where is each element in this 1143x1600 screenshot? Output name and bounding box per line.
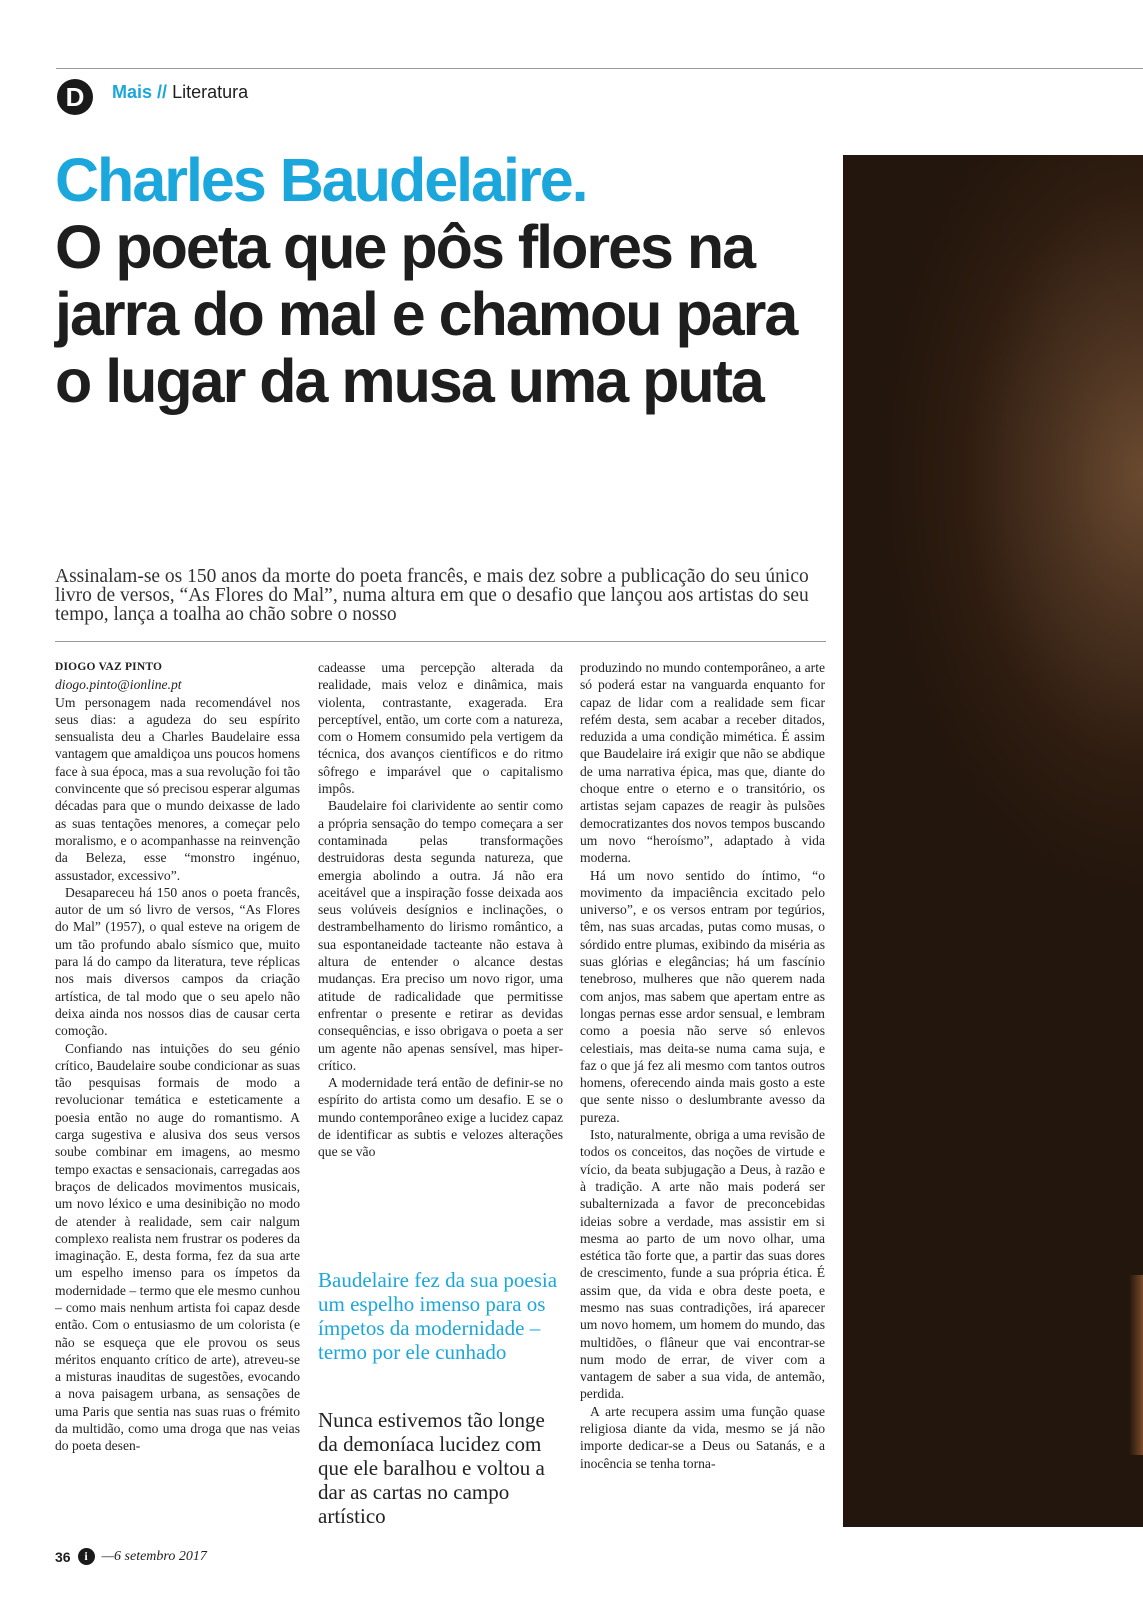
- body-paragraph: produzindo no mundo contemporâneo, a arte só poderá estar na vanguarda enquanto for capaz de lidar com a realidade sem ficar refém desta, sem acabar a receber ditados, reduzida a uma condição mimética. É assim que Baudelaire irá exigir que não se abdique de uma narrativa épica, mas que, diante do choque entre o eterno e o transitório, os artistas sejam capazes de reagir às pulsões democratizantes dos novos tempos buscando um novo “heroísmo”, adaptado à vida moderna.: [580, 660, 825, 866]
- page-footer: [55, 1548, 207, 1565]
- body-paragraph: Confiando nas intuições do seu génio crítico, Baudelaire soube condicionar as suas tão pesquisas formais de modo a revolucionar temática e esteticamente a poesia então no auge do romantismo. A carga sugestiva e alusiva dos seus versos soube combinar em imagens, ao mesmo tempo exactas e sensacionais, carregadas aos braços de delicados movimentos musicais, um novo léxico e uma desinibição no modo de atender à realidade, sem cair nalgum complexo realista nem frustrar os poderes da imaginação. E, desta forma, fez da sua arte um espelho imenso para os ímpetos da modernidade – termo que ele mesmo cunhou – como mais nenhum artista foi capaz desde então. Com o entusiasmo de um colorista (e não se esqueça que ele provou os seus méritos enquanto crítico de arte), atreveu-se a misturas inauditas de sugestões, evocando a nova paisagem urbana, as sensações de uma Paris que sentia nas suas ruas o frémito da multidão, como uma droga que nas veias do poeta desen-: [55, 1040, 300, 1454]
- pullquote-blue: Baudelaire fez da sua poesia um espelho imenso para os ímpetos da modernidade – termo por ele cunhado: [318, 1268, 558, 1364]
- headline-title: Charles Baudelaire.: [55, 146, 587, 214]
- top-rule: [56, 68, 1143, 69]
- page-number: 36: [55, 1548, 71, 1565]
- body-paragraph: A arte recupera assim uma função quase religiosa diante da vida, mesmo se já não importe dedicar-se a Deus ou Satanás, e a inocência se tenha torna-: [580, 1403, 825, 1471]
- headline: [55, 147, 815, 415]
- body-paragraph: Um personagem nada recomendável nos seus dias: a agudeza do seu espírito sensualista deu a Charles Baudelaire essa vantagem que amaldiçoa uns poucos homens face à sua época, mas a sua revolução foi tão convincente que só precisou esperar algumas décadas para que o mundo deixasse de lado as suas tentações menores, a começar pelo moralismo, e o acompanhasse na reinvenção da Beleza, esse “monstro ingénuo, assustador, excessivo”.: [55, 694, 300, 883]
- body-paragraph: Isto, naturalmente, obriga a uma revisão de todos os conceitos, das noções de virtude e vício, da beata subjugação a Deus, à razão e à tradição. A arte não mais poderá ser subalternizada a favor de preconcebidas ideias sobre a verdade, mas assistir em si mesma ao parto de um novo olhar, uma estética tão forte que, a partir das suas dores de crescimento, funde a sua própria ética. É assim que, da vida e obra deste poeta, e mesmo nas suas contradições, irá aparecer um novo homem, um homem do mundo, das multidões, o flâneur que vai encontrar-se num modo de errar, de viver com a vantagem de saber a sua vida, de antemão, perdida.: [580, 1127, 825, 1402]
- portrait-photo: [843, 155, 1143, 1527]
- body-paragraph: Baudelaire foi clarividente ao sentir como a própria sensação do tempo começara a ser contaminada pelas transformações destruidoras desta segunda natureza, que emergia abolindo a outra. Já não era aceitável que a inspiração fosse deixada aos seus volúveis desígnios e inclinações, o destrambelhamento do lirismo romântico, a sua espontaneidade tacteante não estava à altura de entender o alcance destas mudanças. Era preciso um novo rigor, uma atitude de radicalidade que permitisse enfrentar o presente e retirar as devidas consequências, e isso obrigava o poeta a ser um agente não apenas sensível, mas hiper-crítico.: [318, 798, 563, 1073]
- body-paragraph: cadeasse uma percepção alterada da realidade, mais veloz e dinâmica, mais violenta, contrastante, exagerada. Era perceptível, então, um corte com a natureza, com o Homem consumido pela vertigem da técnica, dos avanços científicos e do ritmo sôfrego e imparável que o capitalismo impôs.: [318, 660, 563, 797]
- byline-email[interactable]: diogo.pinto@ionline.pt: [55, 677, 182, 693]
- body-paragraph: A modernidade terá então de definir-se no espírito do artista como um desafio. E se o mundo contemporâneo exige a lucidez capaz de identificar as subtis e velozes alterações que se vão: [318, 1075, 563, 1160]
- headline-subtitle: O poeta que pôs flores na jarra do mal e chamou para o lugar da musa uma puta: [55, 213, 797, 415]
- body-paragraph: Desapareceu há 150 anos o poeta francês, autor de um só livro de versos, “As Flores do Mal” (1957), o qual esteve na origem de um tão profundo abalo sísmico que, muito para lá do campo da literatura, teve réplicas nos mais diversos campos da criação artística, de tal modo que o seu apelo não deixa ainda nos nossos dias de causar certa comoção.: [55, 884, 300, 1039]
- section-name: Literatura: [172, 82, 249, 102]
- section-logo-icon: D: [57, 79, 93, 115]
- body-column-1: [55, 659, 300, 1455]
- body-column-2: [318, 659, 563, 1161]
- issue-date: —6 setembro 2017: [101, 1548, 207, 1564]
- byline-author: DIOGO VAZ PINTO: [55, 661, 163, 673]
- pullquote-black: Nunca estivemos tão longe da demoníaca lucidez com que ele baralhou e voltou a dar as cartas no campo artístico: [318, 1408, 545, 1528]
- section-label: [112, 82, 248, 103]
- brand-i-icon: i: [78, 1548, 95, 1565]
- lead-paragraph: Assinalam-se os 150 anos da morte do poeta francês, e mais dez sobre a publicação do seu único livro de versos, “As Flores do Mal”, numa altura em que o desafio que lançou aos artistas do seu tempo, lança a toalha ao chão sobre o nosso: [55, 566, 809, 625]
- section-separator: //: [157, 82, 168, 102]
- body-column-3: [580, 659, 825, 1472]
- section-main: Mais: [112, 82, 153, 102]
- lead-rule: [55, 641, 826, 642]
- body-paragraph: Há um novo sentido do íntimo, “o movimento da impaciência excitado pelo universo”, e os versos entram por tegúrios, têm, nas suas arcadas, putas como musas, o sórdido entre plumas, exibindo da miséria as suas glórias e elegâncias; há um fascínio tenebroso, mulheres que não querem nada com anjos, mas sabem que apertam entre as longas pernas esse ardor sensual, e lembram como a poesia não serve só enlevos celestiais, mas deita-se numa cama suja, e faz o que já fez ali mesmo com tantos outros homens, oferecendo ainda mais gosto a este que sente nisso o deslumbrante avesso da pureza.: [580, 867, 825, 1125]
